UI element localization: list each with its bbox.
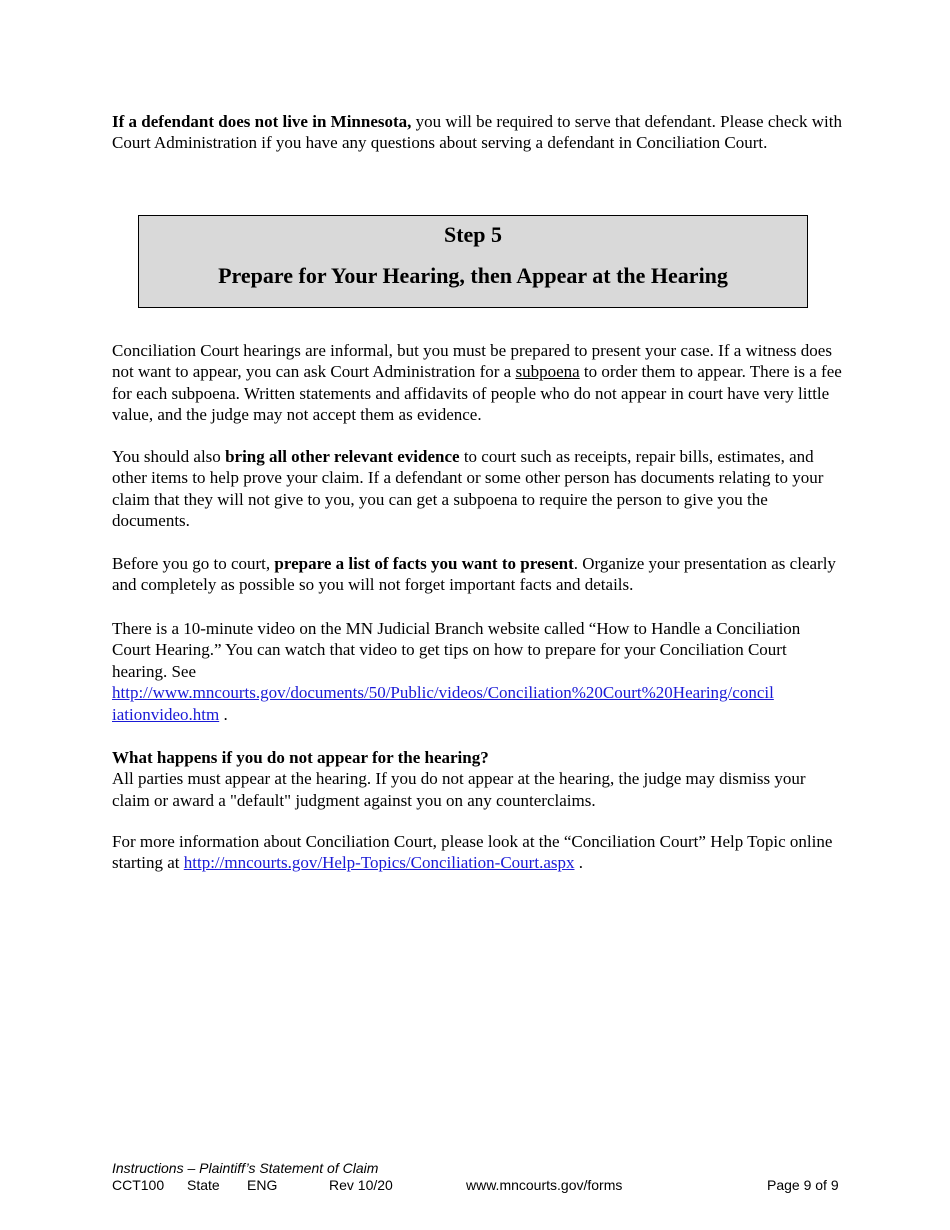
intro-bold: If a defendant does not live in Minnesota, <box>112 112 412 131</box>
footer-title: Instructions – Plaintiff’s Statement of Claim <box>112 1160 379 1176</box>
subpoena-term: subpoena <box>515 362 580 382</box>
more-info-paragraph <box>112 831 842 874</box>
help-topics-link[interactable]: http://mncourts.gov/Help-Topics/Conciliation-Court.aspx <box>183 853 575 873</box>
section-text: All parties must appear at the hearing. If you do not appear at the hearing, the judge may dismiss your claim or award a "default" judgment against you on any counterclaims. <box>112 769 806 810</box>
footer-form-code: CCT100 <box>112 1177 165 1193</box>
step-box <box>138 215 808 308</box>
no-appear-section <box>112 747 842 811</box>
para2-text-a: You should also <box>112 447 226 466</box>
para4-end: . <box>219 704 228 724</box>
step-number: Step 5 <box>443 222 503 247</box>
step-title: Prepare for Your Hearing, then Appear at the Hearing <box>218 263 728 288</box>
video-link-line2[interactable]: iationvideo.htm <box>112 704 220 724</box>
footer-state: State <box>187 1177 220 1193</box>
hearing-paragraph <box>112 340 842 426</box>
intro-text: you will be required to serve that defendant. Please check with Court Administration if you have any questions about serving a defendant in Conciliation Court. <box>112 112 842 153</box>
para5-end: . <box>574 853 583 873</box>
para3-text-b: . Organize your presentation as clearly and completely as possible so you will not forget important facts and details. <box>112 554 836 595</box>
section-heading: What happens if you do not appear for the hearing? <box>112 748 489 767</box>
footer-language: ENG <box>247 1177 278 1193</box>
para5-text: For more information about Conciliation Court, please look at the “Conciliation Court” Help Topic online starting at <box>112 832 833 873</box>
footer <box>112 1160 842 1195</box>
footer-revision: Rev 10/20 <box>329 1177 393 1193</box>
intro-paragraph <box>112 111 842 154</box>
para4-text: There is a 10-minute video on the MN Judicial Branch website called “How to Handle a Conciliation Court Hearing.” You can watch that video to get tips on how to prepare for your Conciliation Court hearing. See <box>112 619 801 681</box>
footer-page-number: Page 9 of 9 <box>767 1177 839 1193</box>
video-link-line1[interactable]: http://www.mncourts.gov/documents/50/Public/videos/Conciliation%20Court%20Hearing/concil <box>112 683 774 703</box>
para3-text-a: Before you go to court, <box>112 554 275 573</box>
para1-text-b: to order them to appear. There is a fee for each subpoena. Written statements and affidavits of people who do not appear in court have very little value, and the judge may not accept them as evidence. <box>112 362 842 425</box>
video-paragraph <box>112 618 842 725</box>
para2-bold: bring all other relevant evidence <box>225 447 460 466</box>
facts-paragraph <box>112 553 842 596</box>
para2-text-b: to court such as receipts, repair bills, estimates, and other items to help prove your claim. If a defendant or some other person has documents relating to your claim that they will not give to you, you can get a subpoena to require the person to give you the documents. <box>112 447 824 531</box>
footer-url: www.mncourts.gov/forms <box>466 1177 623 1193</box>
para1-text-a: Conciliation Court hearings are informal, but you must be prepared to present your case. If a witness does not want to appear, you can ask Court Administration for a <box>112 341 832 382</box>
evidence-paragraph <box>112 446 842 532</box>
para3-bold: prepare a list of facts you want to present <box>274 554 574 573</box>
